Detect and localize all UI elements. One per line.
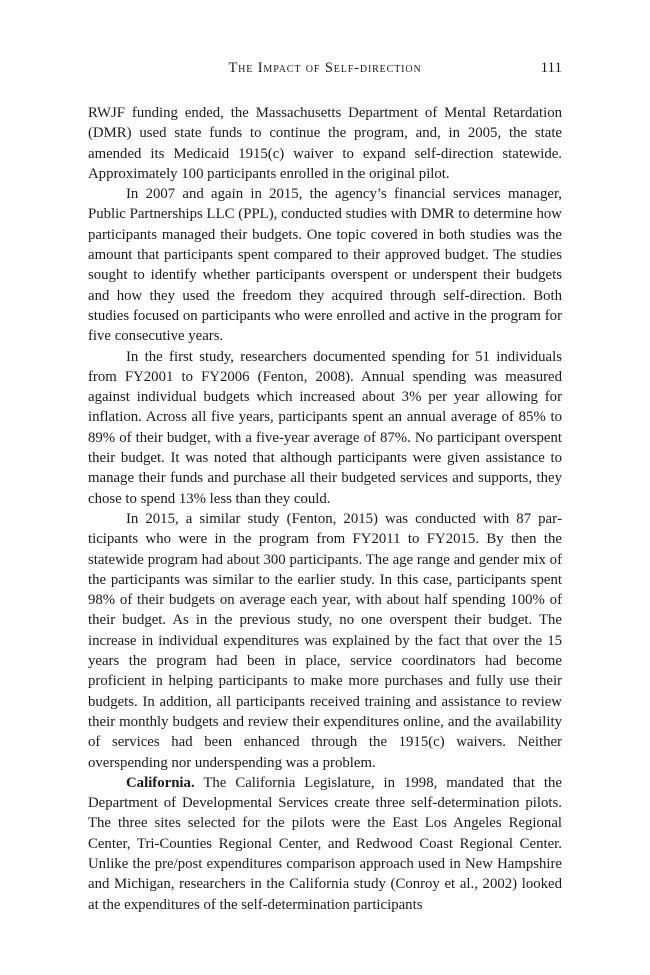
running-head — [88, 60, 562, 82]
running-title: The Impact of Self-direction — [228, 60, 422, 76]
paragraph-text: In 2015, a similar study (Fenton, 2015) was conducted with 87 participants who were in the program from FY2011 to FY2015. By then the statewide program had about 300 participants. The age range and gender mix of the participants was similar to the earlier study. In this case, participants spent 98% of their budgets on average each year, with about half spending 100% of their budget. As in the previous study, no one overspent their budget. The increase in individual expenditures was explained by the fact that over the 15 years the program had been in place, service coordinators had become proficient in helping participants to make more purchases and fully use their budgets. In addition, all participants received training and assistance to review their monthly budgets and review their expenditures online, and the availability of services had been enhanced through the 1915(c) waivers. Neither overspending nor underspending was a problem. — [88, 510, 562, 771]
paragraph-text: In 2007 and again in 2015, the agency’s financial services manager, Public Partnerships LLC (PPL), conducted studies with DMR to determine how participants managed their budgets. One topic covered in both studies was the amount that participants spent compared to their approved budget. The studies sought to identify whether participants overspent or underspent their budgets and how they used the freedom they acquired through self-direction. Both studies focused on participants who were enrolled and active in the program for five consecutive years. — [88, 186, 562, 345]
paragraph-first-study — [88, 347, 562, 509]
paragraph-text: RWJF funding ended, the Massachusetts Department of Mental Retardation (DMR) used state funds to continue the program, and, in 2005, the state amended its Medicaid 1915(c) waiver to expand self-direction statewide. Approximately 100 participants enrolled in the original pilot. — [88, 105, 562, 182]
paragraph-ppl-studies — [88, 184, 562, 346]
paragraph-california — [88, 773, 562, 915]
run-in-heading: California. — [126, 774, 195, 791]
body-text — [88, 103, 562, 915]
paragraph-continued — [88, 103, 562, 184]
paragraph-2015-study — [88, 509, 562, 773]
paragraph-text: The California Legislature, in 1998, mandated that the Department of Developmental Services create three self-determination pilots. The three sites selected for the pilots were the East Los Angeles Regional Center, Tri-Counties Regional Center, and Redwood Coast Regional Center. Unlike the pre/post expenditures comparison approach used in New Hampshire and Michigan, researchers in the California study (Conroy et al., 2002) looked at the expenditures of the self-determination participants — [88, 774, 562, 913]
page-number: 111 — [540, 60, 562, 76]
paragraph-text: In the first study, researchers documented spending for 51 individuals from FY2001 to FY2006 (Fenton, 2008). Annual spending was measured against individual budgets which increased about 3% per year allowing for inflation. Across all five years, participants spent an annual average of 85% to 89% of their budget, with a five-year average of 87%. No participant overspent their budget. It was noted that although participants were given assistance to manage their funds and purchase all their budgeted services and supports, they chose to spend 13% less than they could. — [88, 348, 562, 507]
